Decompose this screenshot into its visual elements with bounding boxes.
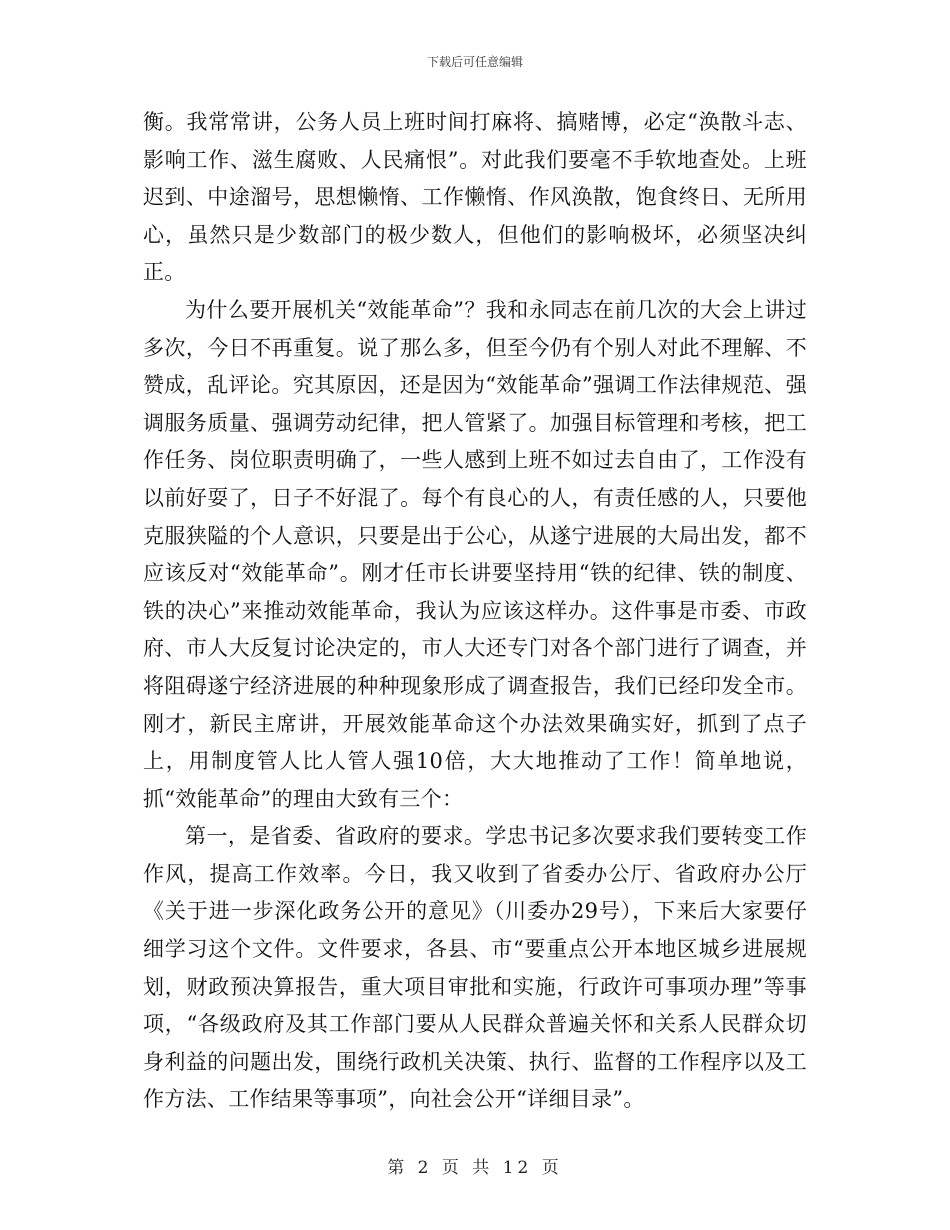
paragraph-first-reason: 第一，是省委、省政府的要求。学忠书记多次要求我们要转变工作作风，提高工作效率。今日，我又收到了省委办公厅、省政府办公厅《关于进一步深化政务公开的意见》（川委办29号），下来后大家要仔细学习这个文件。文件要求，各县、市“要重点公开本地区城乡进展规划，财政预决算报告，重大项目审批和实施，行政许可事项办理”等事项，“各级政府及其工作部门要从人民群众普遍关怀和关系人民群众切身利益的问题出发，围绕行政机关决策、执行、监督的工作程序以及工作方法、工作结果等事项”，向社会公开“详细目录”。	[143, 824, 807, 1112]
paragraph-continuation: 衡。我常常讲，公务人员上班时间打麻将、搞赌博，必定“涣散斗志、影响工作、滋生腐败、人民痛恨”。对此我们要毫不手软地查处。上班迟到、中途溜号，思想懒惰、工作懒惰、作风涣散，饱食终日、无所用心，虽然只是少数部门的极少数人，但他们的影响极坏，必须坚决纠正。	[143, 110, 807, 285]
page-header-note: 下载后可任意编辑	[426, 55, 523, 69]
paragraph-why-efficiency-revolution: 为什么要开展机关“效能革命”？我和永同志在前几次的大会上讲过多次，今日不再重复。说了那么多，但至今仍有个别人对此不理解、不赞成，乱评论。究其原因，还是因为“效能革命”强调工作法律规范、强调服务质量、强调劳动纪律，把人管紧了。加强目标管理和考核，把工作任务、岗位职责明确了，一些人感到上班不如过去自由了，工作没有以前好耍了，日子不好混了。每个有良心的人，有责任感的人，只要他克服狭隘的个人意识，只要是出于公心，从遂宁进展的大局出发，都不应该反对“效能革命”。刚才任市长讲要坚持用“铁的纪律、铁的制度、铁的决心”来推动效能革命，我认为应该这样办。这件事是市委、市政府、市人大反复讨论决定的，市人大还专门对各个部门进行了调查，并将阻碍遂宁经济进展的种种现象形成了调查报告，我们已经印发全市。刚才，新民主席讲，开展效能革命这个办法效果确实好，抓到了点子上，用制度管人比人管人强10倍，大大地推动了工作！简单地说，抓“效能革命”的理由大致有三个：	[143, 297, 807, 811]
page-number-footer: 第 2 页 共 12 页	[387, 1158, 563, 1178]
document-body	[143, 104, 807, 1119]
